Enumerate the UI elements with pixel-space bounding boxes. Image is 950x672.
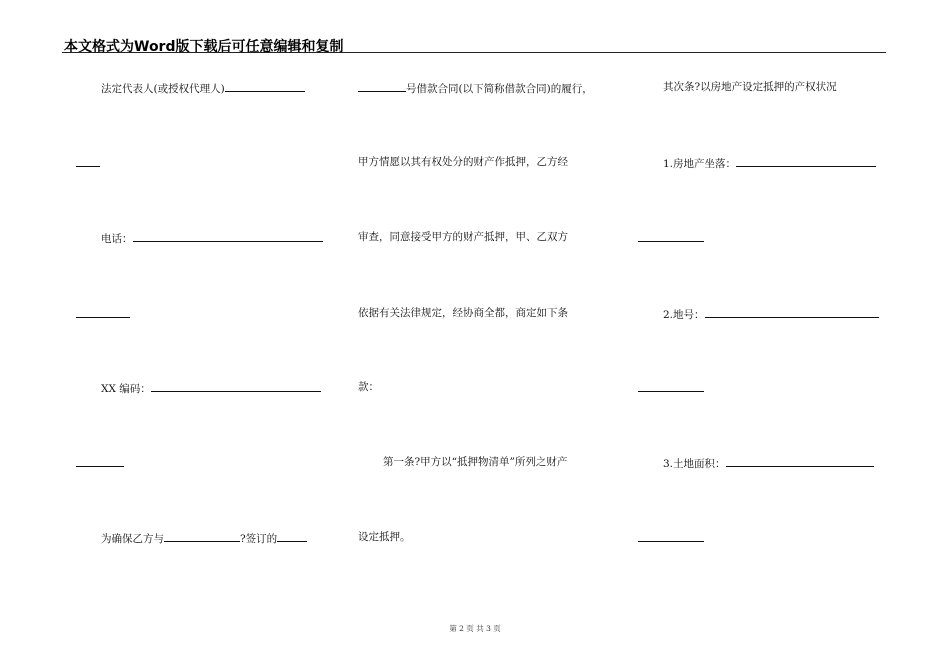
lot-no-label: 2.地号： <box>663 309 705 321</box>
contract-text: 号借款合同(以下简称借款合同)的履行， <box>406 83 593 95</box>
contract-line <box>358 80 593 96</box>
article-1-text: 第一条?甲方以“抵押物清单”所列之财产 <box>383 456 568 468</box>
legal-rep-label: 法定代表人(或授权代理人) <box>101 83 225 95</box>
purpose-line <box>101 530 307 546</box>
postcode-blank-cont <box>76 455 124 467</box>
purpose-blank-1 <box>164 530 240 542</box>
land-area-line <box>663 455 874 471</box>
article-2-text: 其次条?以房地产设定抵押的产权状况 <box>663 81 837 93</box>
location-line <box>663 155 876 171</box>
mortgage-text-5: 款： <box>358 381 379 393</box>
purpose-label-b: ?签订的 <box>240 533 278 545</box>
land-area-blank-cont <box>638 530 704 542</box>
phone-label: 电话： <box>101 233 133 245</box>
location-blank-cont <box>638 230 704 242</box>
legal-rep-blank-cont <box>76 155 100 167</box>
lot-no-continuation <box>638 380 704 396</box>
land-area-label: 3.土地面积： <box>663 458 726 470</box>
phone-blank <box>133 230 323 242</box>
legal-rep-line <box>101 80 305 96</box>
purpose-blank-2 <box>277 530 307 542</box>
mortgage-text-2: 甲方情愿以其有权处分的财产作抵押，乙方经 <box>358 156 568 168</box>
location-blank <box>736 155 876 167</box>
phone-blank-cont <box>76 306 130 318</box>
legal-rep-blank <box>225 80 305 92</box>
header-rule <box>62 52 886 53</box>
land-area-continuation <box>638 530 704 546</box>
mortgage-text-3: 审查，同意接受甲方的财产抵押，甲、乙双方 <box>358 231 568 243</box>
lot-no-blank <box>705 306 879 318</box>
lot-no-line <box>663 306 879 322</box>
page-number: 第 2 页 共 3 页 <box>449 624 501 633</box>
lot-no-blank-cont <box>638 380 704 392</box>
postcode-continuation <box>76 455 124 471</box>
phone-continuation <box>76 306 130 322</box>
location-label: 1.房地产坐落： <box>663 158 737 170</box>
land-area-blank <box>726 455 874 467</box>
contract-no-blank <box>358 80 406 92</box>
purpose-label-a: 为确保乙方与 <box>101 533 164 545</box>
postcode-blank <box>151 380 321 392</box>
phone-line <box>101 230 323 246</box>
legal-rep-continuation <box>76 155 100 171</box>
article-1-continuation: 设定抵押。 <box>358 531 411 543</box>
postcode-line <box>101 380 321 396</box>
postcode-label: XX 编码： <box>101 383 151 395</box>
page-header-title: 本文格式为Word版下载后可任意编辑和复制 <box>64 39 344 55</box>
mortgage-text-4: 依据有关法律规定，经协商全都，商定如下条 <box>358 307 568 319</box>
location-continuation <box>638 230 704 246</box>
